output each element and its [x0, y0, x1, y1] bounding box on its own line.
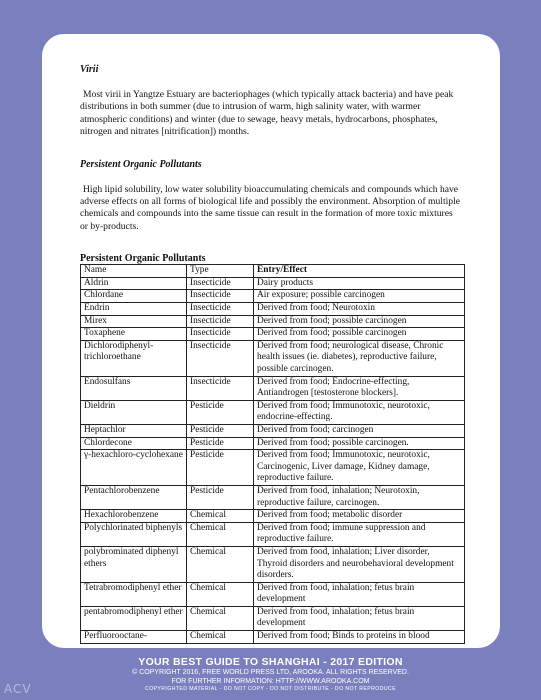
- cell-entry-effect: Derived from food; immune suppression and reproductive failure.: [254, 522, 465, 546]
- table-row: [81, 485, 465, 509]
- cell-type: Insecticide: [187, 340, 254, 376]
- cell-entry-effect: Derived from food; possible carcinogen.: [254, 437, 465, 450]
- cell-entry-effect: Derived from food; possible carcinogen: [254, 328, 465, 341]
- cell-entry-effect: Derived from food, inhalation; fetus brain development: [254, 582, 465, 606]
- cell-entry-effect: Derived from food; Endocrine-effecting, Antiandrogen [testosterone blockers].: [254, 376, 465, 400]
- cell-type: Chemical: [187, 546, 254, 582]
- document-page: [42, 34, 500, 648]
- cell-name: Chlordecone: [81, 437, 187, 450]
- cell-entry-effect: Derived from food; Immunotoxic, neurotoxic, endocrine-effecting.: [254, 400, 465, 424]
- table-row: [81, 606, 465, 630]
- header-type: Type: [187, 265, 254, 278]
- table-row: [81, 376, 465, 400]
- cell-type: Insecticide: [187, 328, 254, 341]
- table-row: [81, 290, 465, 303]
- cell-name: Endosulfans: [81, 376, 187, 400]
- table-row: [81, 277, 465, 290]
- cell-entry-effect: Derived from food; neurological disease, Chronic health issues (ie. diabetes), reproductive failure, possible carcinogen.: [254, 340, 465, 376]
- cell-entry-effect: Derived from food, inhalation; Neurotoxin, reproductive failure, carcinogen.: [254, 485, 465, 509]
- pollutants-table: [80, 264, 465, 643]
- cell-type: Chemical: [187, 510, 254, 523]
- table-row: [81, 450, 465, 486]
- cell-type: Insecticide: [187, 277, 254, 290]
- table-body: [81, 277, 465, 643]
- cell-entry-effect: Derived from food; possible carcinogen: [254, 315, 465, 328]
- cell-entry-effect: Air exposure; possible carcinogen: [254, 290, 465, 303]
- cell-name: Toxaphene: [81, 328, 187, 341]
- pop-paragraph: High lipid solubility, low water solubility bioaccumulating chemicals and compounds which have adverse effects on all forms of biological life and possibly the environment. Absorption of multiple chemicals and compounds into the same tissue can result in the formation of more toxic mixtures or by-products.: [80, 183, 461, 232]
- cell-name: polybrominated diphenyl ethers: [81, 546, 187, 582]
- footer-title: YOUR BEST GUIDE TO SHANGHAI - 2017 EDITION: [138, 656, 403, 668]
- cell-entry-effect: Derived from food; metabolic disorder: [254, 510, 465, 523]
- cell-name: Aldrin: [81, 277, 187, 290]
- cell-type: Chemical: [187, 582, 254, 606]
- table-row: [81, 400, 465, 424]
- table-header-row: [81, 265, 465, 278]
- cell-name: Dichlorodiphenyl-trichloroethane: [81, 340, 187, 376]
- cell-name: Perfluorooctane-: [81, 631, 187, 644]
- cell-type: Pesticide: [187, 485, 254, 509]
- cell-name: Dieldrin: [81, 400, 187, 424]
- cell-entry-effect: Derived from food, inhalation; Liver disorder, Thyroid disorders and neurobehavioral development disorders.: [254, 546, 465, 582]
- cell-entry-effect: Derived from food; carcinogen: [254, 424, 465, 437]
- cell-type: Chemical: [187, 522, 254, 546]
- cell-name: Pentachlorobenzene: [81, 485, 187, 509]
- cell-type: Pesticide: [187, 424, 254, 437]
- table-row: [81, 303, 465, 316]
- virii-paragraph: Most virii in Yangtze Estuary are bacteriophages (which typically attack bacteria) and have peak distributions in both summer (due to intrusion of warm, high salinity water, with warmer atmospheric conditions) and winter (due to sewage, heavy metals, hydrocarbons, phosphates, nitrogen and nitrates [nitrification]) months.: [80, 89, 454, 138]
- cell-name: γ-hexachloro-cyclohexane: [81, 450, 187, 486]
- header-name: Name: [81, 265, 187, 278]
- cell-name: Endrin: [81, 303, 187, 316]
- cell-name: Heptachlor: [81, 424, 187, 437]
- cell-name: pentabromodiphenyl ether: [81, 606, 187, 630]
- table-row: [81, 328, 465, 341]
- cell-type: Chemical: [187, 606, 254, 630]
- cell-type: Pesticide: [187, 400, 254, 424]
- footer-copyright: © COPYRIGHT 2016, FREE WORLD PRESS LTD, AROOKA. ALL RIGHTS RESERVED.: [132, 669, 409, 676]
- virii-heading: Virii: [80, 64, 99, 75]
- pop-heading: Persistent Organic Pollutants: [80, 158, 202, 170]
- table-row: [81, 437, 465, 450]
- footer-info: FOR FURTHER INFORMATION: HTTP://WWW.AROOKA.COM: [171, 677, 370, 685]
- cell-entry-effect: Derived from food; Binds to proteins in blood: [254, 631, 465, 644]
- cell-type: Chemical: [187, 631, 254, 644]
- table-row: [81, 315, 465, 328]
- table-row: [81, 546, 465, 582]
- watermark: ACV: [4, 682, 32, 696]
- cell-entry-effect: Derived from food, inhalation; fetus brain development: [254, 606, 465, 630]
- table-title: Persistent Organic Pollutants: [80, 253, 206, 265]
- table-row: [81, 424, 465, 437]
- cell-type: Insecticide: [187, 376, 254, 400]
- header-entry-effect: Entry/Effect: [254, 265, 465, 278]
- cell-type: Pesticide: [187, 437, 254, 450]
- cell-name: Tetrabromodiphenyl ether: [81, 582, 187, 606]
- cell-type: Insecticide: [187, 290, 254, 303]
- footer-notice: COPYRIGHTED MATERIAL - DO NOT COPY - DO NOT DISTRIBUTE - DO NOT REPRODUCE: [144, 686, 397, 693]
- cell-entry-effect: Derived from food; Immunotoxic, neurotoxic, Carcinogenic, Liver damage, Kidney damage, reproductive failure.: [254, 450, 465, 486]
- table-row: [81, 510, 465, 523]
- cell-name: Hexachlorobenzene: [81, 510, 187, 523]
- footer: [0, 656, 541, 693]
- table-row: [81, 340, 465, 376]
- cell-name: Chlordane: [81, 290, 187, 303]
- table-row: [81, 522, 465, 546]
- cell-entry-effect: Dairy products: [254, 277, 465, 290]
- table-row: [81, 631, 465, 644]
- cell-entry-effect: Derived from food; Neurotoxin: [254, 303, 465, 316]
- table-row: [81, 582, 465, 606]
- cell-type: Pesticide: [187, 450, 254, 486]
- cell-type: Insecticide: [187, 315, 254, 328]
- cell-name: Polychlorinated biphenyls: [81, 522, 187, 546]
- cell-name: Mirex: [81, 315, 187, 328]
- cell-type: Insecticide: [187, 303, 254, 316]
